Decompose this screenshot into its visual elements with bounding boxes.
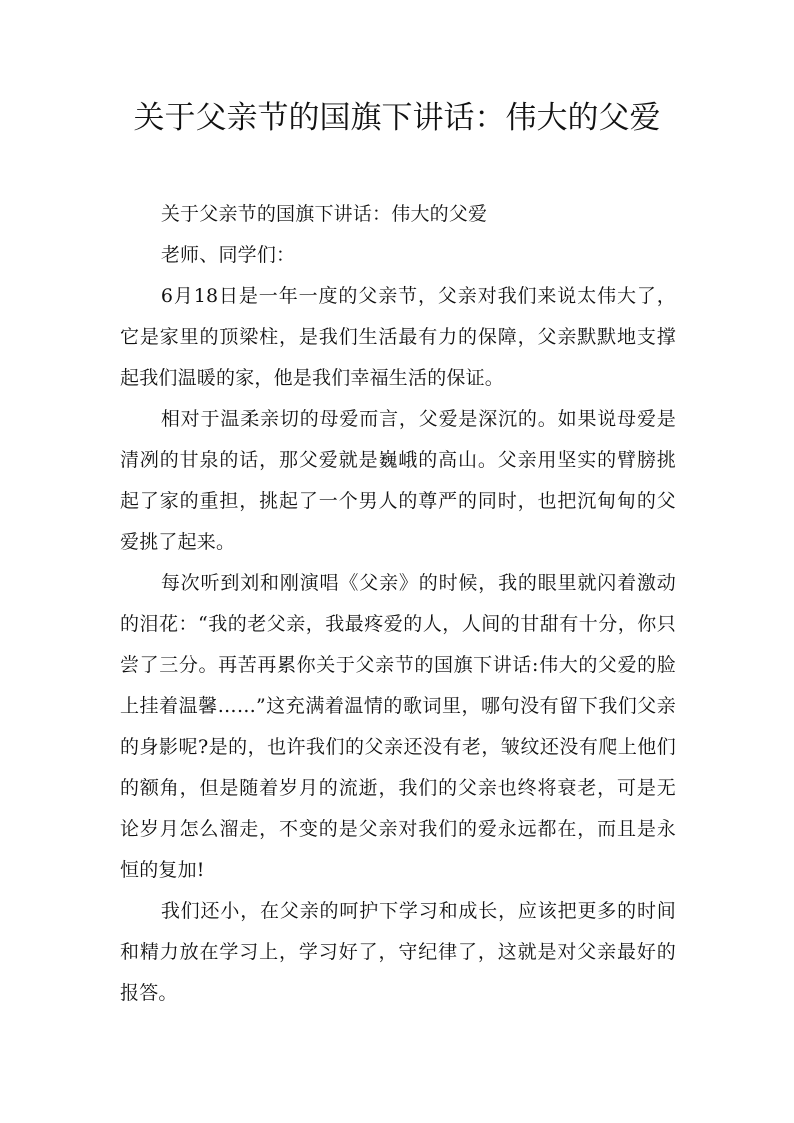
paragraph-heading-repeat: 关于父亲节的国旗下讲话：伟大的父爱 — [160, 203, 488, 225]
paragraph-fathers-day-intro: 6月18日是一年一度的父亲节，父亲对我们来说太伟大了，它是家里的顶梁柱，是我们生活最有力的保障，父亲默默地支撑起我们温暖的家，他是我们幸福生活的保证。 — [120, 285, 676, 389]
document-body — [120, 194, 676, 1014]
paragraph-conclusion: 我们还小，在父亲的呵护下学习和成长，应该把更多的时间和精力放在学习上，学习好了，守纪律了，这就是对父亲最好的报答。 — [120, 900, 676, 1004]
paragraph-fatherly-love: 相对于温柔亲切的母爱而言，父爱是深沉的。如果说母爱是清冽的甘泉的话，那父爱就是巍峨的高山。父亲用坚实的臂膀挑起了家的重担，挑起了一个男人的尊严的同时，也把沉甸甸的父爱挑了起来。 — [120, 408, 676, 553]
paragraph-song-reflection: 每次听到刘和刚演唱《父亲》的时候，我的眼里就闪着激动的泪花：“我的老父亲，我最疼爱的人，人间的甘甜有十分，你只尝了三分。再苦再累你关于父亲节的国旗下讲话:伟大的父爱的脸上挂着温馨……”这充满着温情的歌词里，哪句没有留下我们父亲的身影呢?是的，也许我们的父亲还没有老，皱纹还没有爬上他们的额角，但是随着岁月的流逝，我们的父亲也终将衰老，可是无论岁月怎么溜走，不变的是父亲对我们的爱永远都在，而且是永恒的复加! — [120, 572, 676, 881]
paragraph-salutation: 老师、同学们： — [160, 244, 296, 266]
document-title: 关于父亲节的国旗下讲话：伟大的父爱 — [133, 100, 661, 136]
